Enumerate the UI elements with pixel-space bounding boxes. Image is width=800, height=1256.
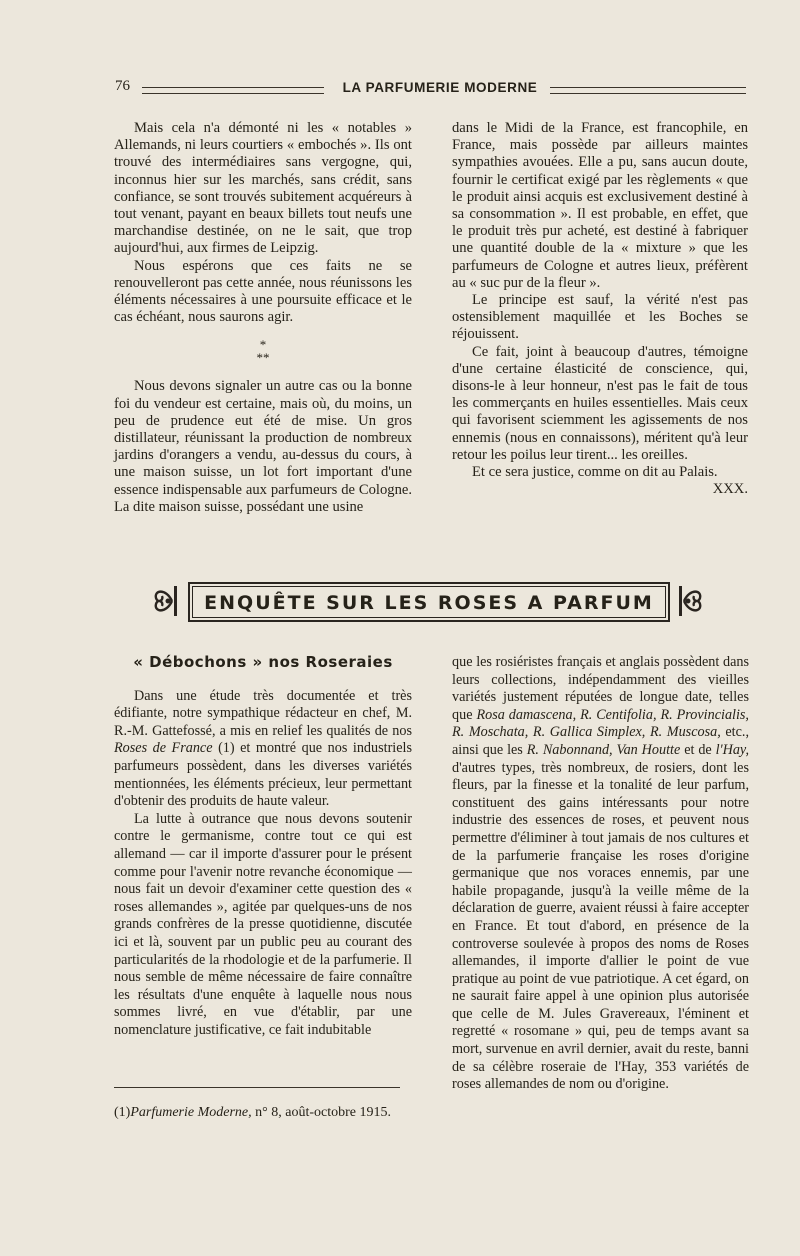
footnote (114, 1104, 414, 1121)
journal-title: LA PARFUMERIE MODERNE (342, 80, 538, 95)
section-asterism (114, 338, 412, 364)
article-subheading: « Débochons » nos Roseraies (133, 653, 393, 671)
asterism-top: * (259, 337, 267, 353)
paragraph: Et ce sera justice, comme on dit au Palais. (472, 464, 718, 481)
paragraph: Nous espérons que ces faits ne se renouvelleront pas cette année, nous réunissons les éléments nécessaires à une poursuite efficace et le cas échéant, nous saurons agir. (114, 257, 412, 326)
footnote-text: n° 8, août-octobre 1915. (251, 1105, 391, 1120)
text-run: etc., ainsi que les (452, 724, 749, 758)
running-header (110, 78, 750, 100)
paragraph (452, 654, 749, 1094)
enquete-right-column (452, 654, 749, 1094)
paragraph: Nous devons signaler un autre cas ou la bonne foi du vendeur est certaine, mais où, du moins, un peu de prudence eut été de mise. Un gros distillateur, réunissant la production de nombreux jardins d'orangers a vendu, au-dessus du cours, à une maison suisse, un lot fort important d'une essence indispensable aux parfumeurs de Cologne. La dite maison suisse, possédant une usine (114, 378, 412, 515)
text-run: Dans une étude très documentée et très édifiante, notre sympathique rédacteur en chef, M. R.-M. Gattefossé, a mis en relief les qualités de nos (114, 687, 412, 739)
text-run: (1) et montré que nos industriels parfumeurs possèdent, dans les diverses variétés mentionnées, les éléments précieux, leur permettant d'obtenir des produits de haute valeur. (114, 740, 412, 810)
fleuron-icon (150, 584, 182, 618)
text-run: et de (680, 741, 716, 758)
paragraph: Ce fait, joint à beaucoup d'autres, témoigne d'une certaine élasticité de conscience, qui, disons-le à leur honneur, n'est pas le fait de tous les commerçants en huiles essentielles. Mais ceux qui favorisent sciemment les agissements de nos ennemis (nous en connaissons), méritent qu'à leur retour les poilus leur tirent... les oreilles. (452, 343, 748, 463)
asterism-bottom: ** (256, 350, 270, 366)
top-article-right-column (452, 120, 748, 498)
italic-text: Rosa damascena, R. Centifolia, R. Provincialis, R. Moschata, R. Gallica Simplex, R. Muscosa, (452, 706, 749, 741)
footnote-italic: Parfumerie Moderne, (130, 1105, 252, 1120)
page-number: 76 (115, 78, 130, 94)
text-run: que les rosiéristes français et anglais possèdent dans leurs collections, indépendamment des vieilles variétés justement réputées de longue date, telles que (452, 654, 749, 723)
paragraph: Mais cela n'a démonté ni les « notables » Allemands, ni leurs courtiers « embochés ». Ils ont trouvé des intermédiaires sans vergogne, qui, inconnus hier sur les marchés, sans crédit, sans confiance, se sont trouvés subitement acquéreurs à tout venant, payant en beaux billets tout neufs une marchandise destinée, on ne le sait, que trop aujourd'hui, aux firmes de Leipzig. (114, 120, 412, 257)
section-banner (150, 578, 710, 624)
top-article-left-column (114, 120, 412, 516)
italic-text: l'Hay, (715, 741, 749, 758)
paragraph (114, 688, 412, 811)
header-rule-right (550, 87, 746, 94)
paragraph: Le principe est sauf, la vérité n'est pas ostensiblement maquillée et les Boches se réjouissent. (452, 292, 748, 343)
header-rule-left (142, 87, 324, 94)
footnote-marker: (1) (114, 1105, 131, 1120)
paragraph: La lutte à outrance que nous devons soutenir contre le germanisme, contre tout ce qui est allemand — car il importe d'assurer pour le présent comme pour l'avenir notre revanche économique — nous fait un devoir d'examiner cette question des « roses allemandes », agitée par quelques-uns de nos grands confrères de la presse quotidienne, discutée ici et là, souvent par un public peu au courant des particularités de la rhodologie et de la parfumerie. Il nous semble de même nécessaire de faire connaître les résultats d'une enquête à laquelle nous nous sommes livré, en vue d'établir, par une nomenclature justificative, ce fait indubitable (114, 810, 412, 1038)
banner-frame (188, 582, 670, 622)
enquete-left-column (114, 654, 412, 1039)
author-signature: XXX. (712, 481, 748, 498)
italic-text: Roses de France (114, 740, 213, 757)
section-title: ENQUÊTE SUR LES ROSES A PARFUM (204, 592, 654, 614)
fleuron-icon (674, 584, 706, 618)
paragraph: dans le Midi de la France, est francophile, en France, mais possède par ailleurs maintes sympathies avouées. Elle a pu, sans aucun doute, fournir le certificat exigé par les règlements « que le produit ainsi acquis est exclusivement destiné à sa consommation ». Il est probable, en effet, que le produit très pur acheté, est destiné à fabriquer une quantité double de la « mixture » que les parfumeurs de Cologne et autres lieux, préfèrent au « suc pur de la fleur ». (452, 120, 748, 291)
italic-text: R. Nabonnand, Van Houtte (526, 741, 681, 758)
text-run: d'autres types, très nombreux, de rosiers, dont les fleurs, par la finesse et la tonalité de leur parfum, constituent des gains intéressants pour notre industrie des essences de roses, et peuvent nous permettre d'éliminer à tout jamais de nos cultures et de la parfumerie française les roses d'origine germanique que nos voraces ennemis, par une habile propagande, jusqu'à la veille même de la déclaration de guerre, avaient réussi à faire accepter en France. Et tout d'abord, en présence de la controverse soulevée à propos des noms de Roses allemandes, il importe d'allier le point de vue pratique au point de vue patriotique. A cet égard, on ne saurait faire appel à une opinion plus autorisée que celle de M. Jules Gravereaux, l'éminent et regretté « rosomane » qui, peu de temps avant sa mort, survenue en avril dernier, avait du reste, banni de sa célèbre roseraie de l'Hay, 353 variétés de roses allemandes de nom ou d'origine. (452, 759, 749, 1093)
footnote-rule (114, 1087, 400, 1088)
